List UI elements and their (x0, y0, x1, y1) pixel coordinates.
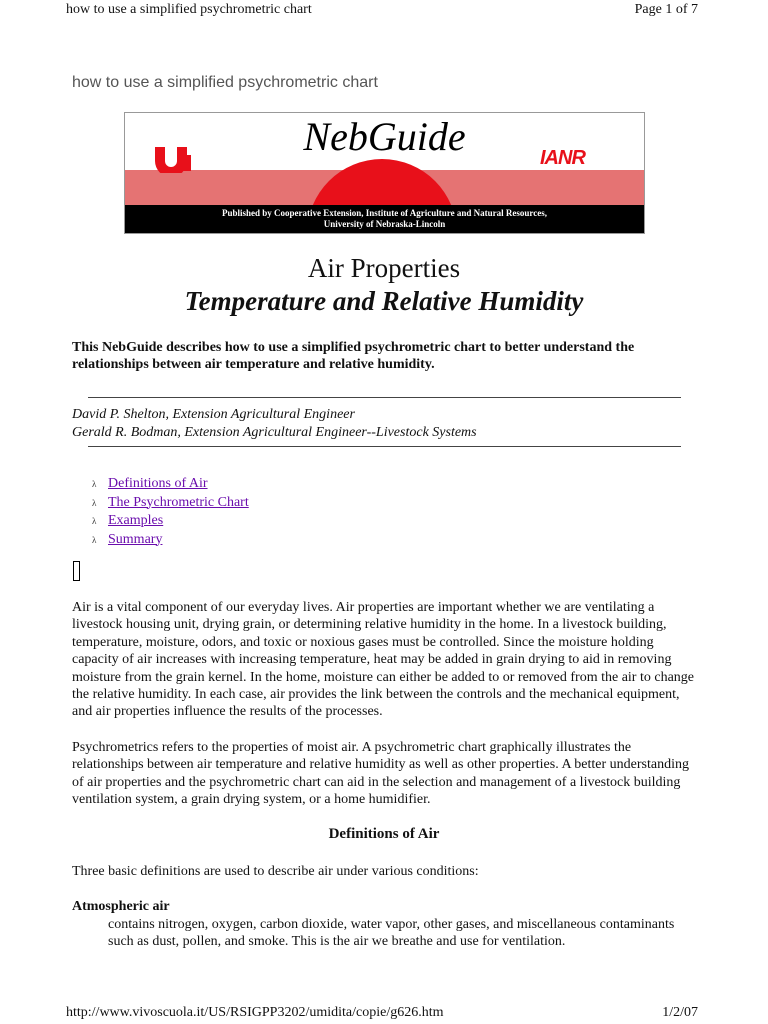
toc-item-definitions (92, 475, 249, 494)
definition-term: Atmospheric air (72, 899, 170, 914)
print-header-page: Page 1 of 7 (634, 2, 698, 17)
main-heading: Air Properties (307, 253, 461, 283)
authors-block (72, 406, 477, 442)
lambda-bullet-icon: λ (92, 516, 97, 526)
paragraph-air-vital: Air is a vital component of our everyday lives. Air properties are important whether we are ventilating a livestock housing unit, drying grain, or determining relative humidity in the home. In a livestock building, temperature, moisture, odors, and toxic or noxious gases must be controlled. Since the moisture holding capacity of air increases with increasing temperature, heat may be added in grain drying to aid in removing moisture from the grain kernel. In the home, moisture can either be added to or removed from the air to change the relative humidity. In each case, air provides the link between the controls and the mechanical equipment, and air properties influence the results of the processes. (72, 600, 695, 720)
toc-link-definitions[interactable]: Definitions of Air (108, 476, 208, 491)
table-of-contents (92, 475, 249, 549)
print-footer-url: http://www.vivoscuola.it/US/RSIGPP3202/umidita/copie/g626.htm (66, 1005, 444, 1020)
banner-publisher: Published by Cooperative Extension, Institute of Agriculture and Natural Resources, University of Nebraska-Lincoln (222, 208, 547, 229)
toc-item-chart (92, 494, 249, 513)
author-2: Gerald R. Bodman, Extension Agricultural Engineer--Livestock Systems (72, 425, 477, 440)
nebguide-banner (124, 112, 645, 234)
ianr-logo-icon: IANR (540, 147, 585, 169)
toc-link-chart[interactable]: The Psychrometric Chart (108, 494, 249, 510)
section-heading-definitions: Definitions of Air (328, 826, 440, 842)
print-header-title: how to use a simplified psychrometric chart (66, 2, 312, 17)
unl-logo-icon (153, 143, 193, 173)
definition-text: contains nitrogen, oxygen, carbon dioxide, water vapor, other gases, and miscellaneous contaminants such as dust, pollen, and smoke. This is the air we breathe and use for ventilation. (108, 917, 675, 950)
lambda-bullet-icon: λ (92, 534, 97, 545)
lambda-bullet-icon: λ (92, 479, 97, 489)
print-footer-date: 1/2/07 (662, 1005, 698, 1020)
intro-summary: This NebGuide describes how to use a simplified psychrometric chart to better understand the relationships between air temperature and relative humidity. (72, 340, 635, 372)
lambda-bullet-icon: λ (92, 497, 97, 508)
toc-item-summary (92, 531, 249, 550)
toc-link-summary[interactable]: Summary (108, 531, 163, 547)
sub-heading: Temperature and Relative Humidity (184, 286, 584, 316)
toc-item-examples (92, 512, 249, 531)
missing-glyph-icon (73, 561, 80, 581)
divider-bottom (88, 446, 681, 447)
section-intro: Three basic definitions are used to describe air under various conditions: (72, 864, 479, 879)
author-1: David P. Shelton, Extension Agricultural Engineer (72, 407, 355, 422)
document-title: how to use a simplified psychrometric chart (72, 74, 378, 91)
paragraph-psychrometrics: Psychrometrics refers to the properties of moist air. A psychrometric chart graphically illustrates the relationships between air temperature and relative humidity as well as other properties. A better understanding of air properties and the psychrometric chart can aid in the selection and management of a livestock building ventilation system, a grain drying system, or a home humidifier. (72, 740, 689, 808)
toc-link-examples[interactable]: Examples (108, 513, 164, 528)
banner-title: NebGuide (303, 114, 466, 159)
divider-top (88, 397, 681, 398)
